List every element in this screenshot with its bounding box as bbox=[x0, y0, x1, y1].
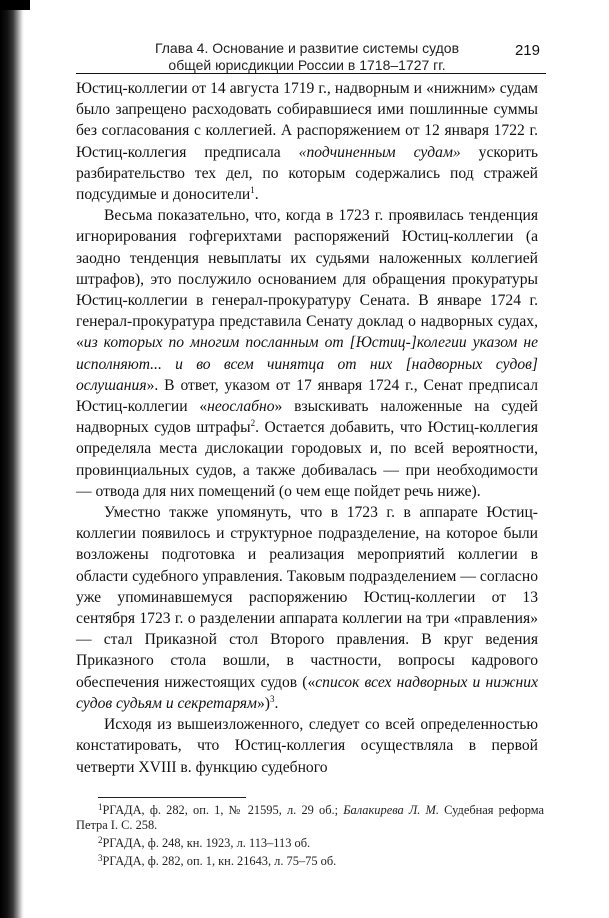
footnote-number: 1 bbox=[98, 802, 103, 812]
header-rule bbox=[76, 73, 546, 74]
footnote-ref: 3 bbox=[270, 693, 275, 704]
italic-quote: из которых по многим посланным от [Юстиц-]колегии указом не исполняют... и во всем чинятца от них [надворных судов] ослушания bbox=[76, 334, 538, 394]
italic-quote: Балакирева Л. М. bbox=[343, 803, 439, 817]
footnote bbox=[76, 833, 544, 851]
text-run: » взыскивать наложенные на судей надворных судов штрафы bbox=[76, 398, 538, 437]
paragraph bbox=[76, 205, 538, 502]
running-header bbox=[76, 40, 546, 76]
text-run: . Остается добавить, что Юстиц-коллегия определяла места дислокации городовых и, по всей вероятности, провинциальных судов, а также добивалась — при необходимости — отвода для них помещений (о чем еще пойдет речь ниже). bbox=[76, 419, 538, 500]
footnote-number: 3 bbox=[98, 853, 103, 863]
chapter-title bbox=[132, 40, 482, 74]
footnote bbox=[76, 800, 544, 833]
text-run: ». В ответ, указом от 17 января 1724 г., Сенат предписал Юстиц-коллегии « bbox=[76, 376, 538, 416]
paragraph bbox=[76, 78, 538, 205]
text-run: . bbox=[274, 694, 279, 712]
footnote-number: 2 bbox=[98, 835, 103, 845]
main-text bbox=[76, 78, 538, 778]
footnote-separator bbox=[98, 797, 246, 798]
text-run: Судебная реформа Петра I. С. 258. bbox=[76, 803, 544, 832]
text-run: . bbox=[254, 186, 259, 204]
footnote bbox=[76, 851, 544, 869]
paragraph bbox=[76, 502, 538, 714]
italic-quote: «подчиненным судам» bbox=[298, 143, 461, 161]
text-run: РГАДА, ф. 282, оп. 1, № 21595, л. 29 об.; bbox=[102, 803, 344, 817]
italic-quote: неослабно bbox=[207, 398, 275, 416]
text-run: РГАДА, ф. 248, кн. 1923, л. 113–113 об. bbox=[102, 836, 311, 850]
text-run: РГАДА, ф. 282, оп. 1, кн. 21643, л. 75–75 об. bbox=[102, 854, 337, 868]
text-run: Весьма показательно, что, когда в 1723 г. проявилась тенденция игнорирования гофгерихтами распоряжений Юстиц-коллегии (а заодно тенденция невыплаты их судьями наложенных коллегией штрафов), это послужило основанием для обращения прокуратуры Юстиц-коллегии в генерал-прокуратуру Сената. В январе 1724 г. генерал-прокуратура представила Сенату доклад о надворных судах, « bbox=[76, 207, 538, 352]
footnotes bbox=[76, 800, 544, 869]
paragraph bbox=[76, 714, 538, 778]
italic-quote: список всех надворных и нижних судов судьям и секретарям bbox=[76, 673, 538, 712]
chapter-title-line-1: Глава 4. Основание и развитие системы судов bbox=[154, 40, 460, 56]
book-spine-corner bbox=[0, 0, 30, 10]
text-run: Юстиц-коллегии от 14 августа 1719 г., надворным и «нижним» судам было запрещено расходовать собиравшиеся ими пошлинные суммы без согласования с коллегией. А распоряжением от 12 января 1722 г. Юстиц-коллегия предписала bbox=[76, 80, 538, 161]
text-run: Исходя из вышеизложенного, следует со всей определенностью констатировать, что Юстиц-коллегия осуществляла в первой четверти XVIII в. функцию судебного bbox=[76, 716, 538, 776]
chapter-title-line-2: общей юрисдикции России в 1718–1727 гг. bbox=[168, 57, 446, 73]
text-run: ») bbox=[257, 694, 270, 712]
text-run: Уместно также упомянуть, что в 1723 г. в аппарате Юстиц-коллегии появилось и структурное подразделение, на которое были возложены подготовка и реализация мероприятий коллегии в области судебного управления. Таковым подразделением — согласно уже упоминавшемуся распоряжению Юстиц-коллегии от 13 сентября 1723 г. о разделении аппарата коллегии на три «правления» — стал Приказной стол Второго правления. В круг ведения Приказного стола вошли, в частности, вопросы кадрового обеспечения нижестоящих судов (« bbox=[76, 504, 538, 691]
book-spine-shadow bbox=[0, 0, 24, 918]
footnote-ref: 1 bbox=[250, 184, 255, 195]
footnote-ref: 2 bbox=[250, 418, 256, 429]
page-number: 219 bbox=[514, 42, 540, 59]
text-run: ускорить разбирательство тех дел, по которым содержались под стражей подсудимые и доносители bbox=[76, 143, 539, 204]
